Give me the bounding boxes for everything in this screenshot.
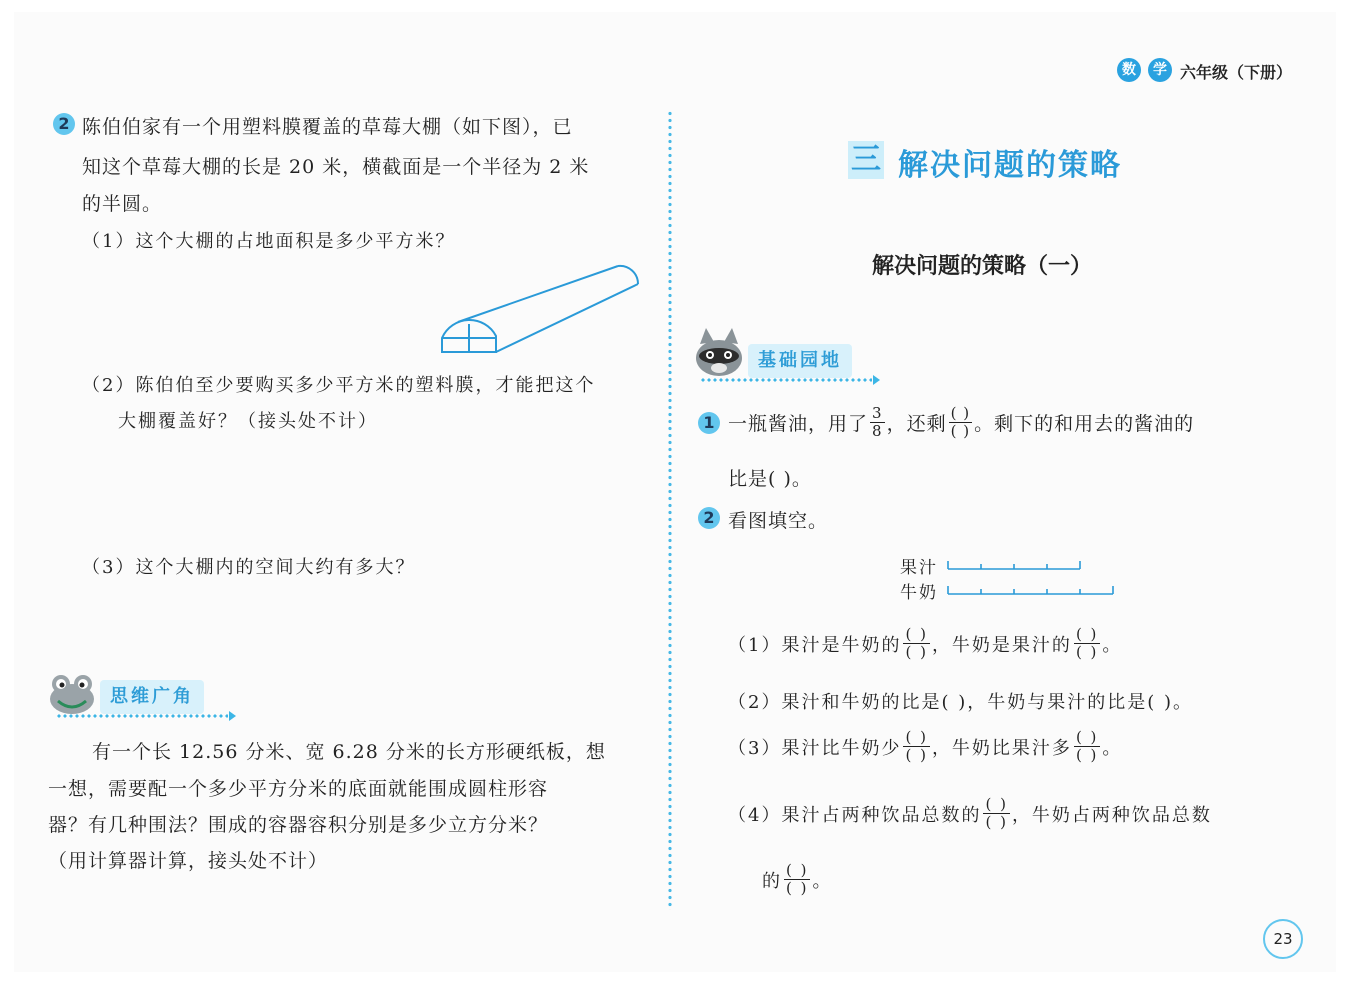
q2-sub3-blank2[interactable] [1074,729,1100,764]
blank-top: ( ) [786,861,809,879]
page-number: 23 [1263,919,1303,959]
thinking-corner-tag: 思维广角 [100,680,204,714]
subject-badge-math-1: 数 [1117,58,1141,82]
blank-top: ( ) [905,728,928,746]
thinking-arrow-icon [229,711,236,721]
q2-sub1-a: （1）果汁是牛奶的 [728,634,902,656]
q2-sub3-c: 。 [1102,737,1123,759]
chapter-title: 解决问题的策略 [898,148,1122,183]
thinking-dots-line [56,714,228,718]
q2-sub4-line2-b: 。 [812,870,833,892]
chapter-number: 三 [848,141,884,179]
q2-left-sub3: （3）这个大棚内的空间大约有多大？ [82,557,416,578]
q1-text-part1: 一瓶酱油，用了 [728,413,869,435]
q2-sub4-blank1[interactable] [983,796,1009,831]
q1-right-line1 [728,405,1194,440]
blank-bot: ( ) [1075,643,1099,661]
q2-sub4-line2 [762,862,832,897]
thinking-line2: 一想，需要配一个多少平方分米的底面就能围成圆柱形容 [48,778,549,800]
blank-top: ( ) [1075,728,1099,746]
juice-milk-bar-diagram [946,558,1118,600]
blank-top: ( ) [985,795,1008,813]
q2-sub2: （2）果汁和牛奶的比是( )，牛奶与果汁的比是( )。 [728,692,1193,713]
q2-sub1-blank1[interactable] [903,626,929,661]
q2-left-line1: 陈伯伯家有一个用塑料膜覆盖的草莓大棚（如下图），已 [82,116,573,138]
q2-right-prompt: 看图填空。 [728,510,829,532]
basic-dots-line [700,378,872,382]
q1-right-line2: 比是( )。 [728,468,812,490]
raccoon-mascot-icon [694,326,744,378]
milk-label: 牛奶 [900,583,938,603]
subject-badge-math-2: 学 [1148,58,1172,82]
q2-left-line3: 的半圆。 [82,193,163,215]
q2-left-sub1: （1）这个大棚的占地面积是多少平方米？ [82,231,456,252]
grade-label: 六年级（下册） [1180,63,1293,82]
basic-arrow-icon [873,375,880,385]
page-divider [668,110,672,910]
q2-sub1 [728,626,1122,661]
q2-left-sub2-line2: 大棚覆盖好？（接头处不计） [118,411,378,432]
q2-sub1-blank2[interactable] [1074,626,1100,661]
q1-blank-top: ( ) [950,404,971,422]
question-number-2-left: 2 [53,113,75,135]
q1-frac-den: 8 [872,422,883,440]
thinking-line3: 器？有几种围法？围成的容器容积分别是多少立方分米？ [48,814,549,836]
juice-label: 果汁 [900,558,938,578]
q2-left-sub2-line1: （2）陈伯伯至少要购买多少平方米的塑料膜，才能把这个 [82,375,596,396]
greenhouse-illustration [438,262,644,358]
q2-sub4 [728,796,1212,831]
question-number-2-right: 2 [698,507,720,529]
q2-sub3-b: ，牛奶比果汁多 [931,737,1072,759]
q2-sub4-line2-a: 的 [762,870,782,892]
q1-fraction [870,405,885,440]
q2-sub3 [728,729,1122,764]
q1-text-part2: ，还剩 [886,413,947,435]
blank-bot: ( ) [985,813,1008,831]
blank-top: ( ) [1075,625,1099,643]
q1-frac-num: 3 [872,404,883,422]
q2-sub3-a: （3）果汁比牛奶少 [728,737,902,759]
question-number-1-right: 1 [698,412,720,434]
q2-sub4-a: （4）果汁占两种饮品总数的 [728,804,982,826]
blank-top: ( ) [905,625,928,643]
q2-sub3-blank1[interactable] [903,729,929,764]
lesson-title: 解决问题的策略（一） [872,254,1093,279]
q2-sub1-c: 。 [1102,634,1123,656]
q2-sub4-b: ，牛奶占两种饮品总数 [1011,804,1212,826]
thinking-line1: 有一个长 12.56 分米、宽 6.28 分米的长方形硬纸板，想 [92,741,606,763]
q2-left-line2: 知这个草莓大棚的长是 20 米，横截面是一个半径为 2 米 [82,156,590,178]
q2-sub1-b: ，牛奶是果汁的 [931,634,1072,656]
basic-section-tag: 基础园地 [748,344,852,378]
q2-sub4-blank2[interactable] [784,862,810,897]
blank-bot: ( ) [786,879,809,897]
q1-blank-fraction[interactable] [949,405,972,440]
thinking-line4: （用计算器计算，接头处不计） [48,850,329,872]
blank-bot: ( ) [905,746,928,764]
q1-text-part3: 。剩下的和用去的酱油的 [974,413,1195,435]
blank-bot: ( ) [905,643,928,661]
frog-mascot-icon [48,671,96,715]
q1-blank-bot: ( ) [950,422,971,440]
blank-bot: ( ) [1075,746,1099,764]
